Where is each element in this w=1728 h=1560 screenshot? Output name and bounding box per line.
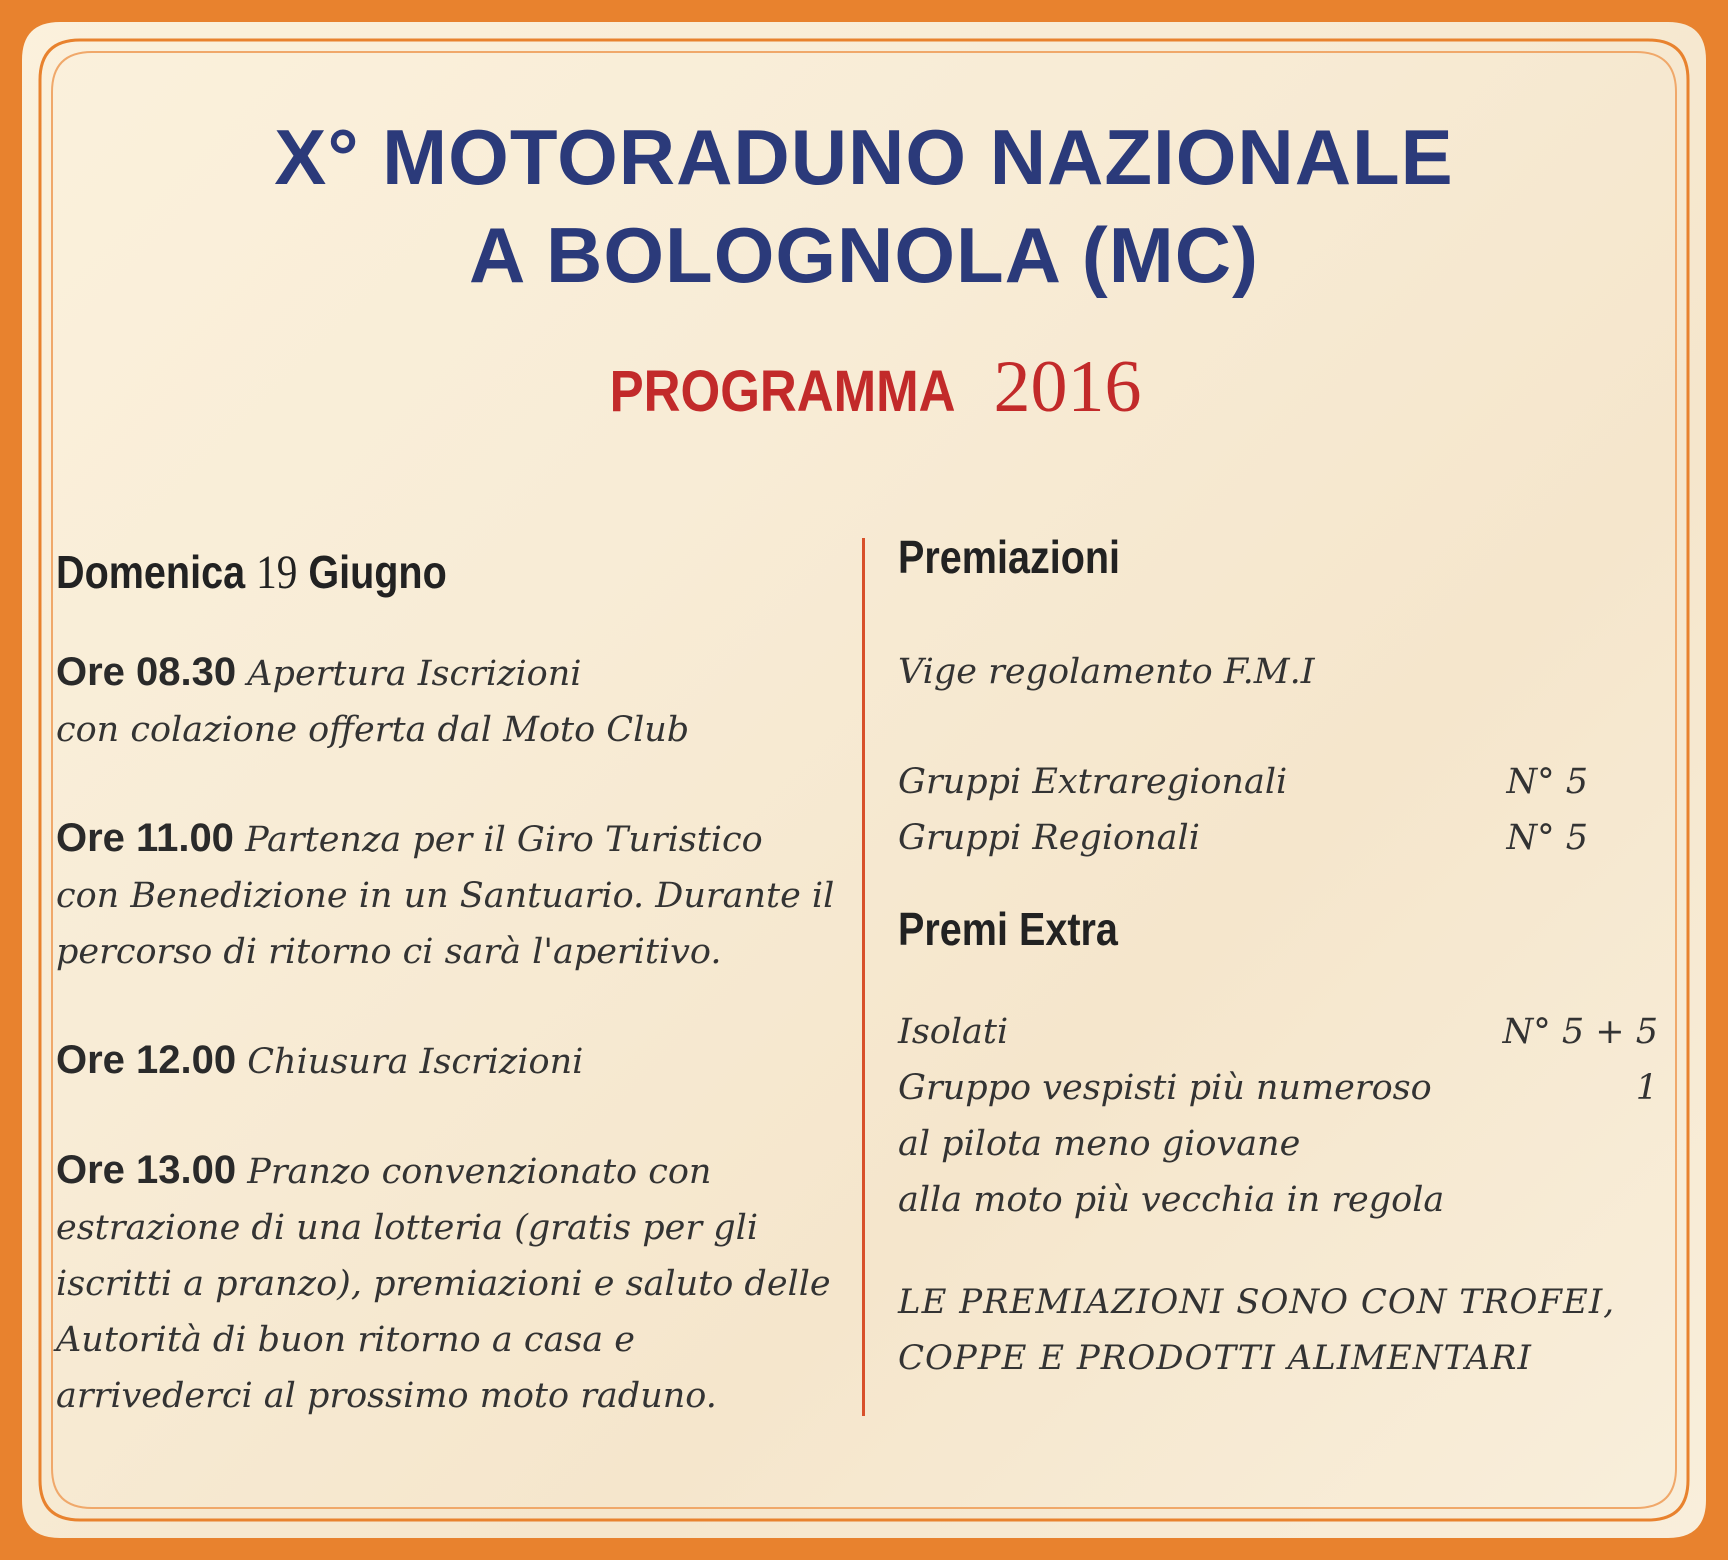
day-prefix: Domenica: [56, 546, 246, 598]
schedule-text: Chiusura Iscrizioni: [247, 1042, 584, 1082]
schedule-item: [56, 644, 856, 758]
extra-award-label: Gruppo vespisti più numeroso: [898, 1068, 1432, 1108]
title-line-1: X° MOTORADUNO NAZIONALE: [274, 113, 1454, 201]
program-heading: [0, 346, 1728, 428]
schedule-day-heading: [56, 545, 744, 600]
schedule-text: Pranzo convenzionato con: [247, 1152, 712, 1192]
title-line-2: A BOLOGNOLA (MC): [468, 211, 1260, 299]
schedule-time: Ore 11.00: [56, 816, 234, 860]
awards-note-line-1: LE PREMIAZIONI SONO CON TROFEI,: [898, 1282, 1616, 1322]
extra-awards-heading: Premi Extra: [898, 903, 1118, 955]
extra-award-row: [898, 1116, 1658, 1172]
schedule-text: percorso di ritorno ci sarà l'aperitivo.: [56, 932, 722, 972]
schedule-text: iscritti a pranzo), premiazioni e saluto delle: [56, 1264, 831, 1304]
schedule-time: Ore 12.00: [56, 1038, 237, 1082]
award-label: Gruppi Regionali: [898, 818, 1200, 858]
day-month: Giugno: [308, 546, 447, 598]
schedule-text: estrazione di una lotteria (gratis per gli: [56, 1208, 759, 1248]
schedule-text: Apertura Iscrizioni: [247, 654, 582, 694]
awards-rule: Vige regolamento F.M.I: [898, 652, 1315, 692]
awards-heading: Premiazioni: [898, 531, 1121, 583]
award-row: [898, 810, 1658, 866]
schedule-time: Ore 08.30: [56, 650, 237, 694]
schedule-text: con colazione offerta dal Moto Club: [56, 710, 690, 750]
extra-award-label: alla moto più vecchia in regola: [898, 1180, 1445, 1220]
extra-award-row: [898, 1060, 1658, 1116]
program-label: PROGRAMMA: [610, 359, 956, 424]
extra-award-row: [898, 1004, 1658, 1060]
schedule-text: arrivederci al prossimo moto raduno.: [56, 1376, 717, 1416]
schedule-text: con Benedizione in un Santuario. Durante il: [56, 876, 835, 916]
schedule-text: Partenza per il Giro Turistico: [245, 820, 763, 860]
extra-award-value: N° 5 + 5: [1502, 1012, 1658, 1052]
award-label: Gruppi Extraregionali: [898, 762, 1288, 802]
schedule-text: Autorità di buon ritorno a casa e: [56, 1320, 636, 1360]
award-value: N° 5: [1506, 818, 1588, 858]
schedule-column: [56, 545, 856, 1424]
schedule-item: [56, 1032, 856, 1090]
award-value: N° 5: [1506, 762, 1588, 802]
day-number: 19: [256, 546, 298, 599]
extra-award-value: 1: [1635, 1068, 1658, 1108]
extra-award-row: [898, 1172, 1658, 1228]
awards-column: [898, 530, 1678, 1386]
schedule-time: Ore 13.00: [56, 1148, 237, 1192]
extra-award-label: al pilota meno giovane: [898, 1124, 1301, 1164]
schedule-item: [56, 810, 856, 980]
program-year: 2016: [993, 346, 1142, 428]
column-divider: [862, 538, 865, 1416]
award-row: [898, 754, 1658, 810]
schedule-item: [56, 1142, 856, 1424]
awards-note-line-2: COPPE E PRODOTTI ALIMENTARI: [898, 1338, 1532, 1378]
extra-award-label: Isolati: [898, 1012, 1009, 1052]
